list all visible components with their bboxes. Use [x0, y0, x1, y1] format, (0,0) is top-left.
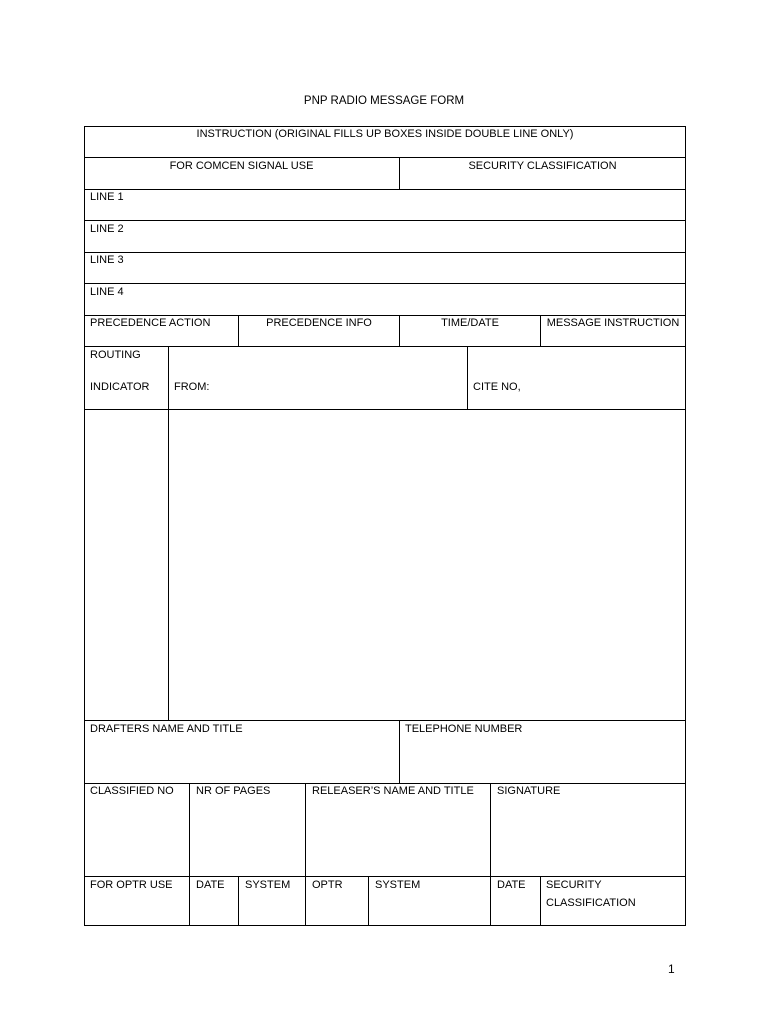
- row-divider: [84, 346, 686, 347]
- routing-label: ROUTING: [90, 349, 141, 361]
- security-label: SECURITY: [546, 879, 602, 891]
- form-border-top: [84, 126, 686, 127]
- row-divider: [84, 220, 686, 221]
- cite-no-label: CITE NO,: [473, 381, 521, 393]
- column-divider: [238, 876, 239, 926]
- form-border-left: [84, 126, 85, 926]
- classification-label: CLASSIFICATION: [546, 897, 636, 909]
- row-divider: [84, 720, 686, 721]
- form-border-right: [685, 126, 686, 926]
- column-divider: [399, 720, 400, 783]
- system-label: SYSTEM: [245, 879, 291, 891]
- comcen-signal-use-label: FOR COMCEN SIGNAL USE: [169, 160, 314, 172]
- telephone-number-label: TELEPHONE NUMBER: [405, 723, 523, 735]
- row-divider: [84, 876, 686, 877]
- classified-no-label: CLASSIFIED NO: [90, 785, 174, 797]
- page-title: PNP RADIO MESSAGE FORM: [303, 95, 465, 107]
- for-optr-use-label: FOR OPTR USE: [90, 879, 173, 891]
- row-divider: [84, 783, 686, 784]
- nr-of-pages-label: NR OF PAGES: [196, 785, 271, 797]
- indicator-label: INDICATOR: [90, 381, 150, 393]
- time-date-label: TIME/DATE: [441, 317, 499, 329]
- system-2-label: SYSTEM: [375, 879, 421, 891]
- instruction-label: INSTRUCTION (ORIGINAL FILLS UP BOXES INSIDE DOUBLE LINE ONLY): [196, 128, 574, 140]
- line-2-label: LINE 2: [90, 223, 124, 235]
- precedence-info-label: PRECEDENCE INFO: [266, 317, 372, 329]
- optr-label: OPTR: [312, 879, 343, 891]
- line-1-label: LINE 1: [90, 191, 124, 203]
- date-label: DATE: [196, 879, 225, 891]
- security-classification-label: SECURITY CLASSIFICATION: [468, 160, 617, 172]
- line-4-label: LINE 4: [90, 286, 124, 298]
- row-divider: [84, 189, 686, 190]
- message-body-area[interactable]: [169, 410, 685, 720]
- row-divider: [84, 157, 686, 158]
- row-divider: [84, 283, 686, 284]
- page-number: 1: [668, 962, 675, 976]
- from-label: FROM:: [174, 381, 210, 393]
- row-divider: [84, 315, 686, 316]
- column-divider: [305, 783, 306, 926]
- precedence-action-label: PRECEDENCE ACTION: [90, 317, 211, 329]
- date-2-label: DATE: [497, 879, 526, 891]
- drafters-name-label: DRAFTERS NAME AND TITLE: [90, 723, 243, 735]
- column-divider: [368, 876, 369, 926]
- signature-label: SIGNATURE: [497, 785, 561, 797]
- message-instruction-label: MESSAGE INSTRUCTION: [546, 317, 680, 329]
- column-divider: [467, 346, 468, 409]
- releasers-name-label: RELEASER’S NAME AND TITLE: [312, 785, 474, 797]
- row-divider: [84, 252, 686, 253]
- line-3-label: LINE 3: [90, 254, 124, 266]
- column-divider: [490, 783, 491, 926]
- column-divider: [189, 783, 190, 926]
- form-border-bottom: [84, 925, 686, 926]
- radio-message-form: [84, 126, 686, 926]
- column-divider: [540, 876, 541, 926]
